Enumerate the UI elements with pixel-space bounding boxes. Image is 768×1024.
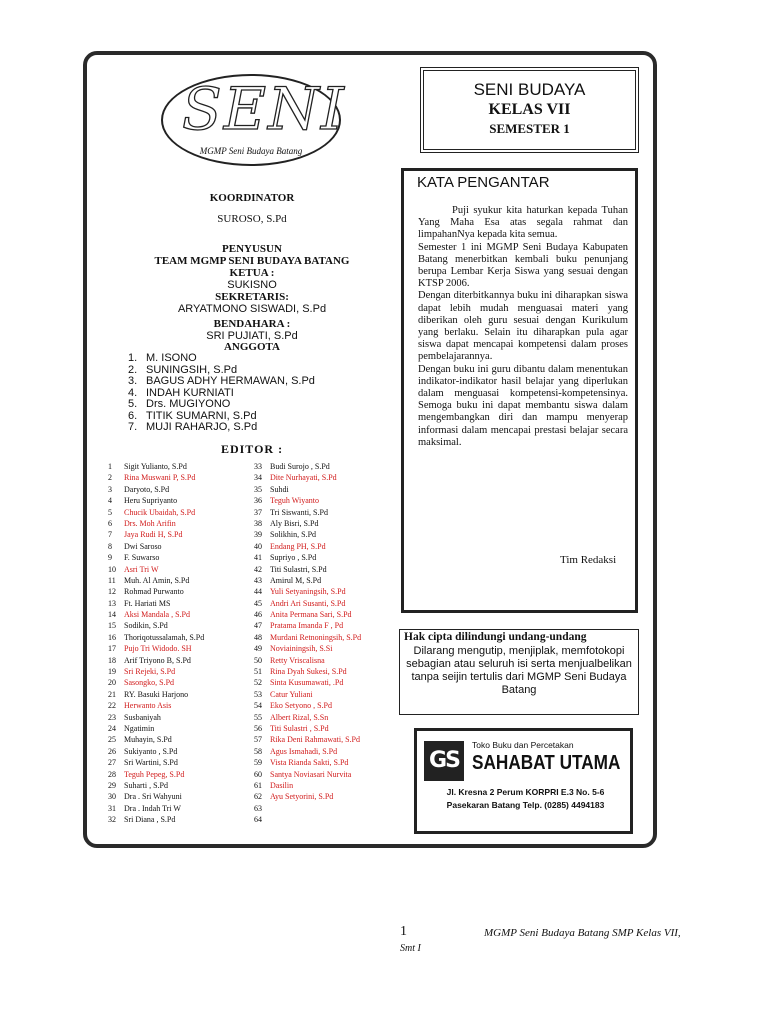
editor-item [254, 643, 361, 654]
editor-item [108, 518, 204, 529]
editor-item [108, 757, 204, 768]
editor-number: 39 [254, 530, 262, 540]
editor-item [254, 769, 361, 780]
editor-item [108, 666, 204, 677]
penyusun-team: TEAM MGMP SENI BUDAYA BATANG [154, 255, 350, 267]
editor-number: 2 [108, 473, 112, 483]
running-footer: MGMP Seni Budaya Batang SMP Kelas VII, [484, 927, 681, 939]
editor-number: 46 [254, 610, 262, 620]
editor-name: Sinta Kusumawati, .Pd [270, 678, 344, 688]
shop-address-2: Pasekaran Batang Telp. (0285) 4494183 [446, 800, 605, 810]
editor-number: 52 [254, 678, 262, 688]
editor-number: 60 [254, 769, 262, 779]
editor-name: Muhayin, S.Pd [124, 735, 172, 745]
editor-name: Endang PH, S.Pd [270, 541, 326, 551]
editor-number: 17 [108, 644, 116, 654]
editor-name: Yuli Setyaningsih, S.Pd [270, 587, 346, 597]
editor-number: 34 [254, 473, 262, 483]
editor-number: 31 [108, 803, 116, 813]
editor-item [254, 564, 361, 575]
editor-number: 8 [108, 541, 112, 551]
footer-semester: Smt I [400, 943, 421, 954]
editor-name: Susbaniyah [124, 712, 161, 722]
editor-item [108, 461, 204, 472]
editor-name: Ft. Hariati MS [124, 598, 171, 608]
editor-number: 4 [108, 496, 112, 506]
editor-name: Anita Permana Sari, S.Pd [270, 610, 352, 620]
editor-name: Dwi Saroso [124, 541, 162, 551]
editor-item [108, 712, 204, 723]
editor-number: 15 [108, 621, 116, 631]
editor-name: Murdani Retnoningsih, S.Pd [270, 632, 362, 642]
ketua-name: SUKISNO [227, 279, 277, 291]
editor-name: Noviainingsih, S.Si [270, 644, 333, 654]
seni-logo-word: SENI [182, 75, 346, 143]
editor-name: Rohmad Purwanto [124, 587, 184, 597]
editor-name: Tri Siswanti, S.Pd [270, 507, 328, 517]
editor-item [254, 472, 361, 483]
editor-item [254, 552, 361, 563]
editor-heading: EDITOR : [220, 442, 284, 456]
editor-name: Dra . Sri Wahyuni [124, 792, 182, 802]
book-semester: SEMESTER 1 [489, 121, 570, 136]
editor-item [254, 791, 361, 802]
editor-name: Dasilin [270, 780, 294, 790]
editor-item [108, 609, 204, 620]
editor-item [254, 518, 361, 529]
editor-item [108, 700, 204, 711]
editor-number: 27 [108, 758, 116, 768]
editor-number: 14 [108, 610, 116, 620]
editor-number: 10 [108, 564, 116, 574]
editor-number: 43 [254, 575, 262, 585]
editor-list-col2 [254, 461, 361, 826]
sahabat-utama-logo: GS [424, 741, 464, 781]
editor-item [254, 632, 361, 643]
penyusun-heading: PENYUSUN [222, 243, 282, 255]
editor-name: Pujo Tri Widodo. SH [124, 644, 192, 654]
anggota-heading: ANGGOTA [223, 341, 281, 353]
shop-tagline: Toko Buku dan Percetakan [472, 740, 574, 750]
kata-paragraph: Dengan diterbitkannya buku ini diharapkan siswa dapat lebih mudah menguasai materi yang diberikan oleh guru sesuai dengan Kurikulum yang berlaku. Selain itu diharapkan pula agar siswa dapat mencapai kompetensi dalam proses pembelajarannya. [418, 290, 628, 363]
editor-item [254, 541, 361, 552]
editor-name: Santya Noviasari Nurvita [270, 769, 352, 779]
editor-item [108, 484, 204, 495]
editor-number: 55 [254, 712, 262, 722]
hak-cipta-heading: Hak cipta dilindungi undang-undang [404, 631, 587, 643]
editor-number: 24 [108, 723, 116, 733]
editor-number: 59 [254, 758, 262, 768]
editor-number: 16 [108, 632, 116, 642]
editor-name: Rina Muswani P, S.Pd [124, 473, 196, 483]
editor-name: Dite Nurhayati, S.Pd [270, 473, 337, 483]
editor-item [254, 734, 361, 745]
anggota-item: 6. TITIK SUMARNI, S.Pd [128, 409, 257, 422]
signature: Tim Redaksi [560, 554, 617, 566]
anggota-item: 3. BAGUS ADHY HERMAWAN, S.Pd [128, 375, 315, 387]
editor-item [108, 529, 204, 540]
editor-name: Aly Bisri, S.Pd [270, 518, 319, 528]
editor-item [254, 689, 361, 700]
editor-item [108, 655, 204, 666]
editor-name: Rika Deni Rahmawati, S.Pd [270, 735, 360, 745]
editor-name: Daryoto, S.Pd [124, 484, 170, 494]
editor-item [108, 632, 204, 643]
editor-number: 18 [108, 655, 116, 665]
editor-number: 19 [108, 667, 116, 677]
editor-name: Asri Tri W [124, 564, 159, 574]
editor-number: 61 [254, 780, 262, 790]
editor-item [108, 734, 204, 745]
shop-address-1: Jl. Kresna 2 Perum KORPRI E.3 No. 5-6 [446, 787, 605, 797]
editor-name: Ayu Setyorini, S.Pd [270, 792, 334, 802]
editor-name: Muh. Al Amin, S.Pd [124, 575, 190, 585]
editor-name: Sasongko, S.Pd [124, 678, 175, 688]
editor-name: Herwanto Asis [124, 701, 172, 711]
editor-item [254, 666, 361, 677]
editor-name: Sigit Yulianto, S.Pd [124, 462, 187, 471]
editor-item [254, 803, 361, 814]
editor-item [254, 723, 361, 734]
kata-paragraph: Dengan buku ini guru dibantu dalam menentukan indikator-indikator hasil belajar yang diperlukan dalam menguasai kompetensi-kompetensinya. Semoga buku ini dapat membantu siswa dalam mengembangkan diri dan mampu menyerap informasi dalam mencapai prestasi belajar secara maksimal. [418, 363, 628, 448]
editor-item [254, 586, 361, 597]
editor-number: 47 [254, 621, 262, 631]
editor-number: 41 [254, 553, 262, 563]
koordinator-name: SUROSO, S.Pd [217, 213, 287, 225]
editor-name: Teguh Wiyanto [270, 496, 319, 506]
hak-cipta-text: Dilarang mengutip, menjiplak, memfotokopi sebagian atau seluruh isi serta menjualbelikan tanpa seijin tertulis dari MGMP Seni Budaya Batang [406, 645, 632, 696]
editor-number: 30 [108, 792, 116, 802]
kata-paragraph: Puji syukur kita haturkan kepada Tuhan Yang Maha Esa atas segala rahmat dan limpahanNya kepada kita semua. [418, 205, 628, 241]
editor-name: Vista Rianda Sakti, S.Pd [270, 758, 349, 768]
editor-name: Catur Yuliani [270, 689, 313, 699]
editor-number: 22 [108, 701, 116, 711]
editor-name: Titi Sulastri , S.Pd [270, 723, 329, 733]
editor-name: Ngatimin [124, 723, 155, 733]
editor-item [254, 484, 361, 495]
editor-name: Teguh Pepeg, S.Pd [124, 769, 185, 779]
editor-number: 9 [108, 553, 112, 563]
kata-paragraph: Semester 1 ini MGMP Seni Budaya Kabupaten Batang menerbitkan kembali buku penunjang berupa Lembar Kerja Siswa yang sesuai dengan KTSP 2006. [418, 241, 628, 290]
ketua-heading: KETUA : [229, 267, 275, 279]
editor-item [108, 769, 204, 780]
page-number: 1 [400, 924, 407, 939]
editor-name: Agus Ismahadi, S.Pd [270, 746, 338, 756]
editor-item [108, 495, 204, 506]
editor-name: Sri Rejeki, S.Pd [124, 667, 176, 677]
sekretaris-name: ARYATMONO SISWADI, S.Pd [177, 303, 327, 315]
editor-name: Suharti , S.Pd [124, 780, 169, 790]
editor-item [108, 472, 204, 483]
editor-item [108, 620, 204, 631]
editor-item [254, 529, 361, 540]
editor-name: Heru Supriyanto [124, 496, 178, 506]
editor-name: RY. Basuki Harjono [124, 689, 189, 699]
editor-number: 29 [108, 780, 116, 790]
editor-item [108, 575, 204, 586]
editor-item [108, 564, 204, 575]
editor-item [108, 780, 204, 791]
editor-number: 38 [254, 518, 262, 528]
editor-name: Albert Rizal, S.Sn [270, 712, 329, 722]
editor-number: 51 [254, 667, 262, 677]
editor-name: F. Suwarso [124, 553, 160, 563]
editor-number: 1 [108, 462, 112, 471]
logo-subtitle: MGMP Seni Budaya Batang [199, 146, 303, 156]
editor-number: 48 [254, 632, 262, 642]
sekretaris-heading: SEKRETARIS: [215, 291, 289, 303]
editor-name: Sri Diana , S.Pd [124, 815, 176, 825]
editor-name: Chucik Ubaidah, S.Pd [124, 507, 196, 517]
editor-item [254, 575, 361, 586]
editor-item [254, 495, 361, 506]
editor-item [254, 677, 361, 688]
editor-item [254, 757, 361, 768]
bendahara-name: SRI PUJIATI, S.Pd [206, 330, 298, 342]
editor-number: 40 [254, 541, 262, 551]
editor-name: Sri Wartini, S.Pd [124, 758, 178, 768]
editor-number: 57 [254, 735, 262, 745]
anggota-item: 1. M. ISONO [128, 352, 197, 364]
editor-number: 53 [254, 689, 262, 699]
editor-item [108, 541, 204, 552]
editor-number: 25 [108, 735, 116, 745]
editor-item [254, 461, 361, 472]
editor-number: 23 [108, 712, 116, 722]
editor-number: 26 [108, 746, 116, 756]
editor-number: 35 [254, 484, 262, 494]
editor-name: Supriyo , S.Pd [270, 553, 317, 563]
editor-number: 64 [254, 815, 262, 825]
editor-item [108, 507, 204, 518]
editor-item [108, 689, 204, 700]
editor-number: 50 [254, 655, 262, 665]
editor-number: 45 [254, 598, 262, 608]
kata-pengantar-body [418, 205, 628, 449]
editor-item [108, 723, 204, 734]
editor-item [108, 814, 204, 825]
editor-item [108, 791, 204, 802]
editor-item [108, 552, 204, 563]
editor-item [108, 803, 204, 814]
anggota-item: 5. Drs. MUGIYONO [128, 398, 231, 410]
editor-list-col1 [108, 461, 204, 826]
book-title: SENI BUDAYA [473, 80, 586, 99]
editor-item [254, 780, 361, 791]
editor-name: Sodikin, S.Pd [124, 621, 168, 631]
editor-number: 28 [108, 769, 116, 779]
editor-name: Solikhin, S.Pd [270, 530, 317, 540]
editor-name: Andri Ari Susanti, S.Pd [270, 598, 346, 608]
kata-pengantar-heading: KATA PENGANTAR [417, 174, 550, 191]
editor-name: Drs. Moh Arifin [124, 518, 176, 528]
editor-number: 5 [108, 507, 112, 517]
anggota-item: 7. MUJI RAHARJO, S.Pd [128, 421, 258, 433]
editor-number: 63 [254, 803, 262, 813]
editor-name: Arif Triyono B, S.Pd [124, 655, 191, 665]
editor-number: 54 [254, 701, 262, 711]
editor-number: 37 [254, 507, 262, 517]
editor-number: 62 [254, 792, 262, 802]
book-kelas: KELAS VII [488, 101, 571, 118]
editor-number: 36 [254, 496, 262, 506]
editor-number: 21 [108, 689, 116, 699]
anggota-item: 4. INDAH KURNIATI [128, 386, 234, 399]
editor-item [254, 598, 361, 609]
editor-name: Aksi Mandala , S.Pd [124, 610, 190, 620]
editor-name: Sukiyanto , S.Pd [124, 746, 178, 756]
editor-number: 32 [108, 815, 116, 825]
editor-number: 44 [254, 587, 262, 597]
editor-name: Thoriqotussalamah, S.Pd [124, 632, 205, 642]
editor-name: Titi Sulastri, S.Pd [270, 564, 327, 574]
bendahara-heading: BENDAHARA : [213, 318, 291, 330]
editor-number: 13 [108, 598, 116, 608]
editor-item [254, 609, 361, 620]
editor-item [254, 712, 361, 723]
editor-name: Retty Vriscalisna [270, 655, 325, 665]
editor-number: 3 [108, 484, 112, 494]
editor-item [108, 746, 204, 757]
shop-name: SAHABAT UTAMA [472, 752, 621, 774]
editor-item [254, 507, 361, 518]
editor-item [254, 620, 361, 631]
editor-number: 11 [108, 575, 116, 585]
editor-item [254, 746, 361, 757]
editor-item [254, 814, 361, 825]
editor-number: 7 [108, 530, 112, 540]
editor-name: Rina Dyah Sukesi, S.Pd [270, 667, 347, 677]
editor-item [108, 598, 204, 609]
editor-number: 56 [254, 723, 262, 733]
editor-item [254, 700, 361, 711]
editor-number: 20 [108, 678, 116, 688]
editor-item [108, 677, 204, 688]
editor-name: Dra . Indah Tri W [124, 803, 181, 813]
editor-number: 49 [254, 644, 262, 654]
anggota-item: 2. SUNINGSIH, S.Pd [128, 363, 238, 376]
editor-number: 6 [108, 518, 112, 528]
editor-name: Pratama Imanda F , Pd [270, 621, 344, 631]
editor-number: 12 [108, 587, 116, 597]
editor-number: 33 [254, 462, 262, 471]
koordinator-heading: KOORDINATOR [209, 192, 295, 204]
editor-name: Eko Setyono , S.Pd [270, 701, 333, 711]
editor-number: 42 [254, 564, 262, 574]
editor-number: 58 [254, 746, 262, 756]
editor-name: Jaya Rudi H, S.Pd [124, 530, 183, 540]
editor-name: Budi Surojo , S.Pd [270, 462, 330, 471]
editor-item [108, 643, 204, 654]
editor-name: Amirul M, S.Pd [270, 575, 322, 585]
anggota-list [128, 353, 315, 434]
editor-item [254, 655, 361, 666]
editor-item [108, 586, 204, 597]
editor-name: Suhdi [270, 484, 289, 494]
